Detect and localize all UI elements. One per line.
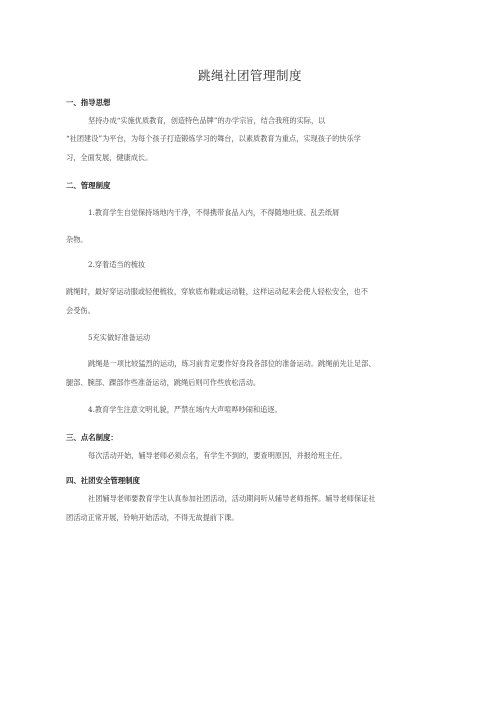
section-heading: 四、社团安全管理制度 bbox=[66, 476, 140, 485]
section-heading: 一、指导思想 bbox=[66, 98, 111, 107]
paragraph-line: 坚持办成“实施优质教育，创造特色品牌”的办学宗旨，结合我班的实际，以 bbox=[88, 116, 326, 125]
paragraph-line: 5充实做好准备运动 bbox=[88, 333, 151, 342]
paragraph-line: 跳绳时，最好穿运动服或轻便梳妆，穿软底布鞋或运动鞋，这样运动起来会使人轻松安全，也不 bbox=[66, 287, 368, 296]
paragraph-line: 1.教育学生自觉保持场地内干净，不得携带食品入内，不得随地吐痰、乱丢纸屑 bbox=[88, 208, 340, 217]
paragraph-line: 每次活动开始，辅导老师必须点名，有学生不到的，要查明原因，并报给班主任。 bbox=[88, 451, 347, 460]
paragraph-line: 跳绳是一项比较猛烈的运动，练习前肯定要作好身段各部位的准备运动。跳绳前先让足部、 bbox=[88, 359, 376, 368]
section-heading: 二、管理制度 bbox=[66, 181, 111, 190]
paragraph-line: 4.教育学生注意文明礼貌，严禁在场内大声喧哗吵闹和追逐。 bbox=[88, 405, 282, 414]
paragraph-line: 习，全面发展，健康成长。 bbox=[66, 153, 153, 162]
paragraph-line: 团活动正常开展，铃响开始活动，不得无故提前下课。 bbox=[66, 513, 239, 522]
paragraph-line: 2.穿着适当的梳妆 bbox=[88, 260, 146, 269]
paragraph-line: “社团建设”为平台，为每个孩子打造锻炼学习的舞台，以素质教育为重点，实现孩子的快乐学 bbox=[66, 134, 361, 143]
section-heading: 三、点名制度： bbox=[66, 433, 118, 442]
paragraph-line: 杂物。 bbox=[66, 235, 88, 244]
document-title: 跳绳社团管理制度 bbox=[197, 68, 302, 83]
paragraph-line: 会受伤。 bbox=[66, 306, 95, 315]
paragraph-line: 腿部、腕部、踝部作些准备运动，跳绳后则可作些放松活动。 bbox=[66, 378, 261, 387]
paragraph-line: 社团辅导老师要教育学生认真参加社团活动，活动期间听从辅导老师指挥。辅导老师保证社 bbox=[88, 494, 376, 503]
